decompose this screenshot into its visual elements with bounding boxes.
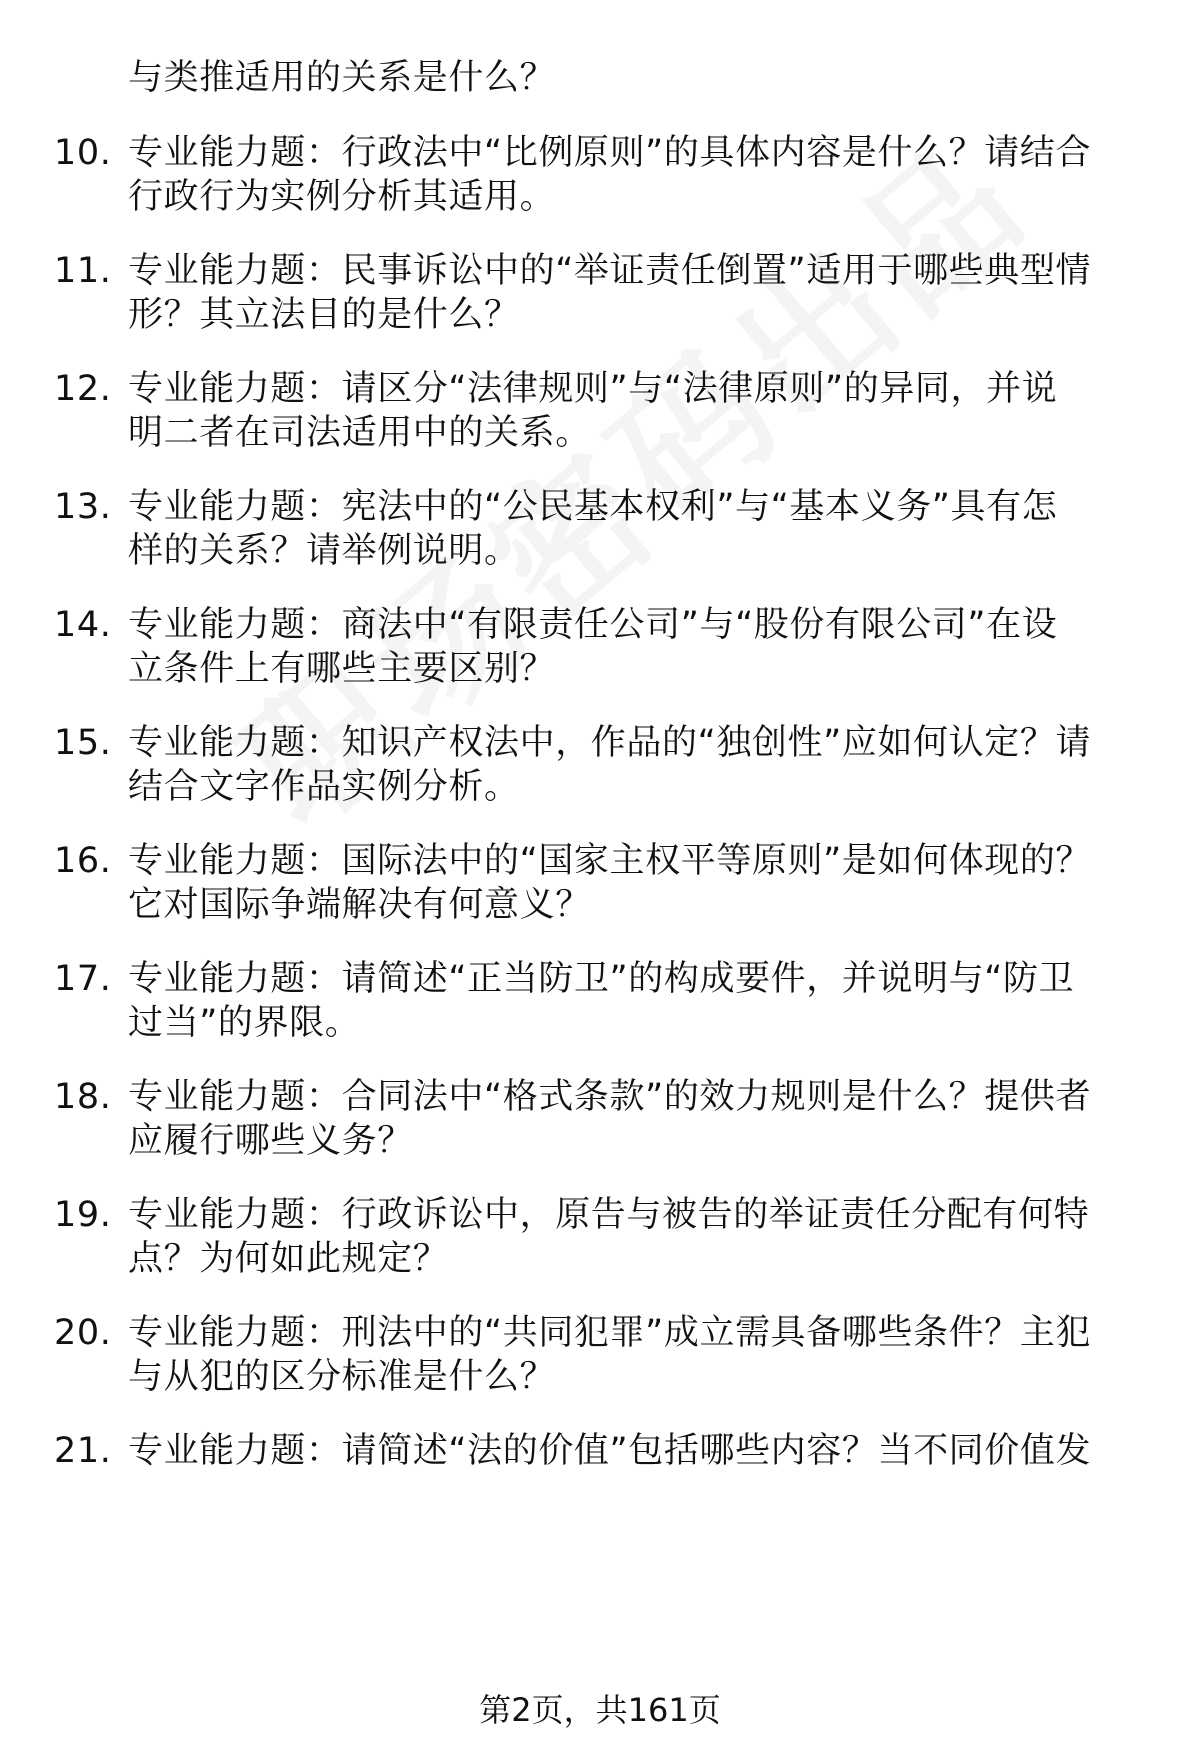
question-text-line1: 专业能力题：国际法中的“国家主权平等原则”是如何体现的？ xyxy=(128,841,1092,881)
question-text-line2: 立条件上有哪些主要区别？ xyxy=(128,649,556,689)
question-number: 21. xyxy=(54,1431,112,1471)
question-text-line1: 专业能力题：合同法中“格式条款”的效力规则是什么？提供者 xyxy=(128,1077,1092,1117)
question-continuation: 与类推适用的关系是什么？ xyxy=(128,58,556,98)
question-text-line1: 专业能力题：请区分“法律规则”与“法律原则”的异同，并说 xyxy=(128,369,1058,409)
question-text-line1: 专业能力题：知识产权法中，作品的“独创性”应如何认定？请 xyxy=(128,723,1092,763)
question-text-line1: 专业能力题：商法中“有限责任公司”与“股份有限公司”在设 xyxy=(128,605,1058,645)
question-text-line2: 行政行为实例分析其适用。 xyxy=(128,177,556,217)
page-footer: 第2页，共161页 xyxy=(479,1691,721,1729)
question-text-line2: 明二者在司法适用中的关系。 xyxy=(128,413,591,453)
question-text-line2: 形？其立法目的是什么？ xyxy=(128,295,520,335)
question-text-line1: 专业能力题：宪法中的“公民基本权利”与“基本义务”具有怎 xyxy=(128,487,1058,527)
question-number: 10. xyxy=(54,133,112,173)
question-text-line1: 专业能力题：请简述“正当防卫”的构成要件，并说明与“防卫 xyxy=(128,959,1075,999)
question-text-line2: 点？为何如此规定？ xyxy=(128,1239,449,1279)
question-text-line1: 专业能力题：请简述“法的价值”包括哪些内容？当不同价值发 xyxy=(128,1431,1092,1471)
question-text-line1: 专业能力题：行政法中“比例原则”的具体内容是什么？请结合 xyxy=(128,133,1092,173)
question-number: 19. xyxy=(54,1195,112,1235)
question-number: 16. xyxy=(54,841,112,881)
question-number: 17. xyxy=(54,959,112,999)
question-text-line2: 结合文字作品实例分析。 xyxy=(128,767,520,807)
question-number: 11. xyxy=(54,251,112,291)
question-number: 13. xyxy=(54,487,112,527)
question-number: 20. xyxy=(54,1313,112,1353)
question-text-line2: 应履行哪些义务？ xyxy=(128,1121,413,1161)
question-number: 14. xyxy=(54,605,112,645)
question-number: 12. xyxy=(54,369,112,409)
question-text-line2: 过当”的界限。 xyxy=(128,1003,361,1043)
question-text-line2: 它对国际争端解决有何意义？ xyxy=(128,885,591,925)
question-text-line2: 与从犯的区分标准是什么？ xyxy=(128,1357,556,1397)
question-text-line1: 专业能力题：刑法中的“共同犯罪”成立需具备哪些条件？主犯 xyxy=(128,1313,1092,1353)
question-text-line1: 专业能力题：行政诉讼中，原告与被告的举证责任分配有何特 xyxy=(128,1195,1090,1235)
question-text-line2: 样的关系？请举例说明。 xyxy=(128,531,520,571)
question-number: 15. xyxy=(54,723,112,763)
question-text-line1: 专业能力题：民事诉讼中的“举证责任倒置”适用于哪些典型情 xyxy=(128,251,1092,291)
question-number: 18. xyxy=(54,1077,112,1117)
